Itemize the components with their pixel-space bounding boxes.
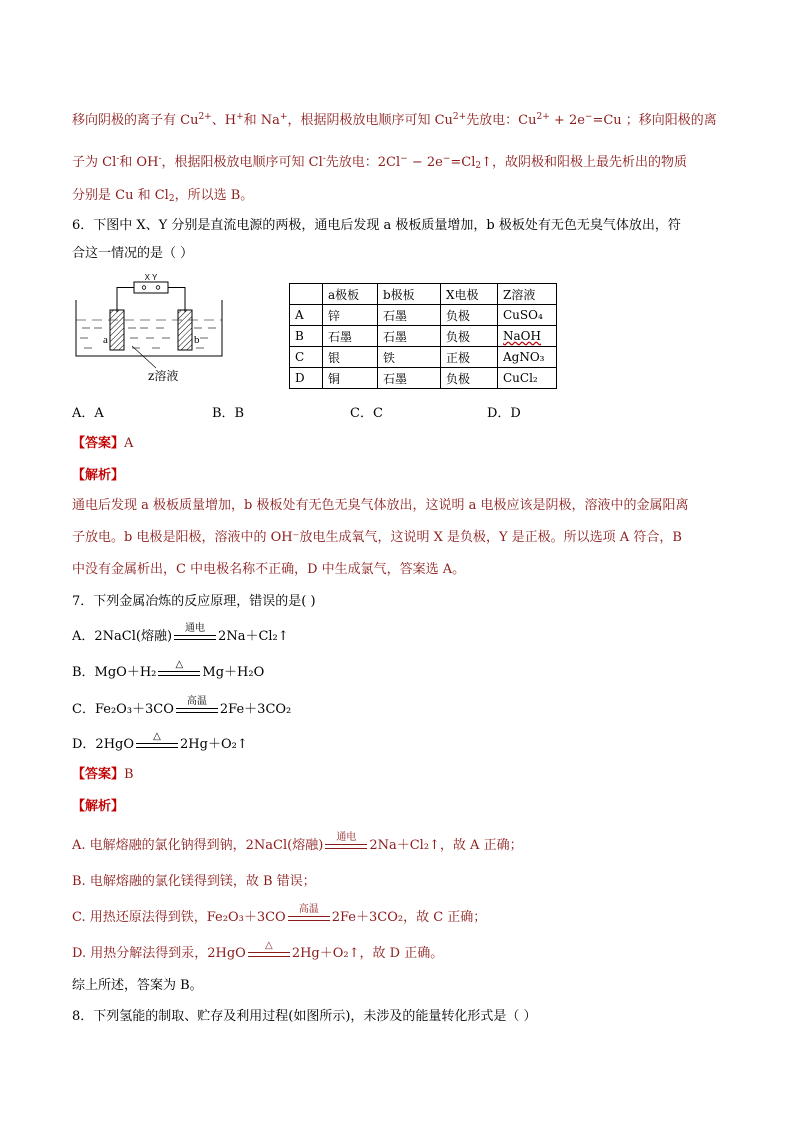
wire-left	[117, 288, 134, 313]
power-supply	[134, 282, 168, 293]
solution-pointer	[132, 346, 156, 368]
q7-analysis-tag: 【解析】	[72, 799, 125, 814]
q7-summary: 综上所述，答案为 B。	[72, 978, 203, 993]
q6-analysis-tag: 【解析】	[72, 468, 125, 483]
q5-analysis-line2: 子为 Cl-和 OH-，根据阳极放电顺序可知 Cl-先放电：$2Cl^- - 2e^-=Cl_2↑$，故阴极和阳极上最先析出的物质	[72, 154, 688, 171]
electrode-a	[110, 310, 124, 350]
answer-tag: 【答案】	[72, 436, 125, 451]
table-cell: A	[290, 305, 323, 326]
reaction-condition: △	[158, 664, 200, 678]
q6-option-b: B．B	[212, 406, 245, 421]
q7-analysis-d: D. 用热分解法得到汞，2HgO △ 2Hg＋O₂↑，故 D 正确。	[72, 940, 444, 961]
table-cell	[290, 284, 323, 305]
q6-stem-line2: 合这一情况的是（ ）	[72, 246, 194, 261]
q6-option-d: D．D	[487, 406, 521, 421]
table-cell: 正极	[441, 347, 498, 368]
q7-option-d: D．2HgO △ 2Hg＋O₂↑	[72, 731, 248, 752]
table-cell: 负极	[441, 326, 498, 347]
q8-stem: 8．下列氢能的制取、贮存及利用过程(如图所示)，未涉及的能量转化形式是（ ）	[72, 1009, 537, 1024]
q7-stem: 7．下列金属冶炼的反应原理，错误的是( )	[72, 594, 316, 609]
table-cell: 石墨	[378, 326, 441, 347]
wire-right	[168, 288, 185, 313]
q6-option-a: A．A	[72, 406, 104, 421]
q6-option-c: C．C	[350, 406, 383, 421]
reaction-condition: 高温	[176, 701, 218, 715]
q7-analysis-a: A. 电解熔融的氯化钠得到钠，2NaCl(熔融) 通电 2Na＋Cl₂↑，故 A 正确；	[72, 832, 523, 853]
electrode-b	[178, 310, 192, 350]
table-cell: CuSO₄	[498, 305, 557, 326]
table-cell: C	[290, 347, 323, 368]
q6-answer	[72, 434, 133, 454]
reaction-condition: 通电	[325, 837, 367, 851]
q6-stem-line1: 6．下图中 X、Y 分别是直流电源的两极，通电后发现 a 极板质量增加，b 极板处有无色无臭气体放出，符	[72, 218, 681, 233]
electrode-a-label: a	[103, 334, 108, 346]
table-cell: D	[290, 368, 323, 389]
table-row	[290, 305, 557, 326]
table-cell: 铁	[378, 347, 441, 368]
q6-analysis-line1: 通电后发现 a 极板质量增加，b 极板处有无色无臭气体放出，这说明 a 电极应该是阴极，溶液中的金属阳离	[72, 498, 689, 513]
table-cell: B	[290, 326, 323, 347]
table-cell: 锌	[323, 305, 378, 326]
table-cell: 负极	[441, 368, 498, 389]
table-cell: 石墨	[323, 326, 378, 347]
q6-options-table	[289, 283, 557, 389]
q7-analysis-b: B. 电解熔融的氯化镁得到镁，故 B 错误；	[72, 874, 316, 889]
reaction-condition: △	[248, 945, 290, 959]
q5-analysis-line1: 移向阴极的离子有 $Cu^{2+}$、H+和 Na+，根据阴极放电顺序可知 $Cu^{2+}$先放电：$Cu^{2+} + 2e^-=Cu$ ；移向阳极的离	[72, 112, 717, 128]
q6-analysis-line3: 中没有金属析出，C 中电极名称不正确，D 中生成氯气，答案选 A。	[72, 562, 466, 577]
solution-label: z溶液	[148, 369, 179, 383]
table-cell: 银	[323, 347, 378, 368]
reaction-condition: 高温	[288, 909, 330, 923]
table-cell: 负极	[441, 305, 498, 326]
table-cell: Z溶液	[498, 284, 557, 305]
table-row	[290, 368, 557, 389]
answer-value: A	[124, 436, 134, 451]
answer-value: B	[124, 767, 134, 782]
q7-option-b: B．MgO＋H₂ △ Mg＋H₂O	[72, 659, 265, 680]
q7-answer	[72, 765, 134, 785]
electrode-b-label: b	[194, 334, 200, 346]
answer-tag: 【答案】	[72, 767, 125, 782]
table-cell: AgNO₃	[498, 347, 557, 368]
table-row	[290, 326, 557, 347]
q7-option-a: A．2NaCl(熔融) 通电 2Na＋Cl₂↑	[72, 623, 289, 644]
electrolysis-figure	[72, 272, 252, 390]
reaction-condition: 通电	[174, 628, 216, 642]
table-cell: 铜	[323, 368, 378, 389]
q7-analysis-c: C. 用热还原法得到铁，Fe₂O₃＋3CO 高温 2Fe＋3CO₂，故 C 正确；	[72, 904, 487, 925]
q5-analysis-line3: 分别是 Cu 和 $Cl_2$，所以选 B。	[72, 188, 254, 204]
table-cell: CuCl₂	[498, 368, 557, 389]
table-header-row	[290, 284, 557, 305]
table-cell: 石墨	[378, 305, 441, 326]
q6-analysis-line2: 子放电。b 电极是阳极，溶液中的 OH⁻放电生成氧气，这说明 X 是负极，Y 是正极。所以选项 A 符合，B	[72, 530, 682, 545]
table-cell: b极板	[378, 284, 441, 305]
table-cell: 石墨	[378, 368, 441, 389]
table-cell: X电极	[441, 284, 498, 305]
reaction-condition: △	[136, 736, 178, 750]
table-cell: NaOH	[498, 326, 557, 347]
table-cell: a极板	[323, 284, 378, 305]
table-row	[290, 347, 557, 368]
power-label: X Y	[144, 273, 158, 282]
q7-option-c: C．Fe₂O₃＋3CO 高温 2Fe＋3CO₂	[72, 696, 292, 717]
